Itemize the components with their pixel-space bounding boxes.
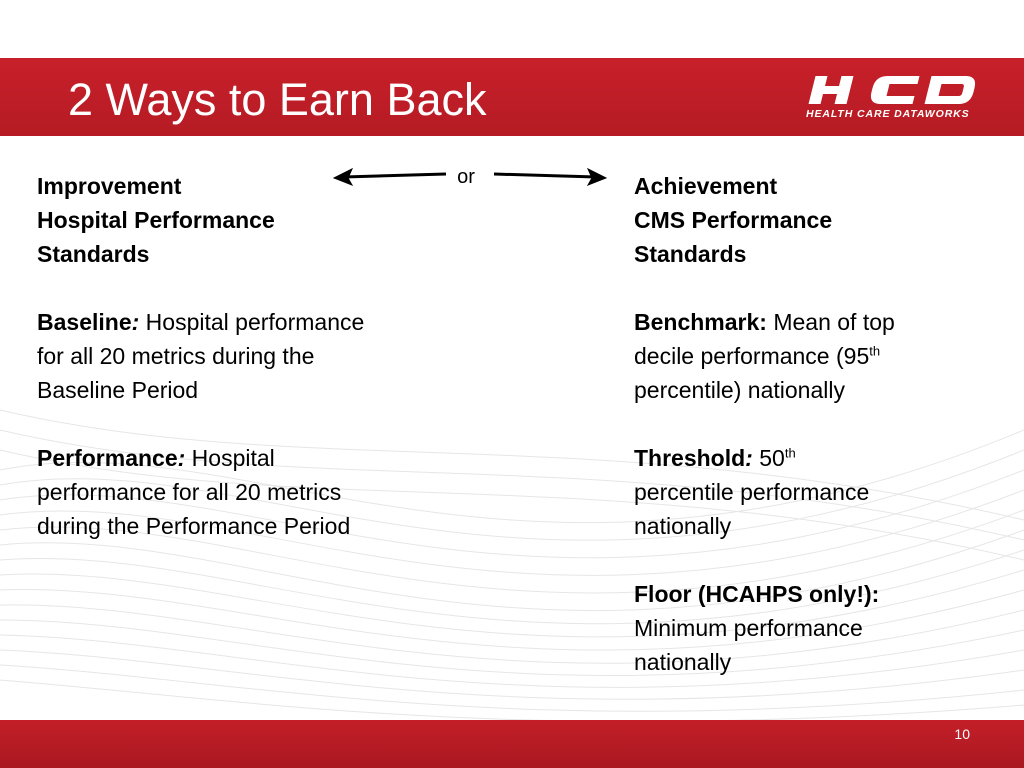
or-label: or xyxy=(457,166,475,188)
benchmark-definition xyxy=(634,305,974,407)
baseline-term: Baseline xyxy=(37,309,132,335)
threshold-definition xyxy=(634,441,974,543)
floor-text-line-2: nationally xyxy=(634,649,732,675)
footer-band xyxy=(0,720,1024,768)
achievement-heading-line-2: CMS Performance xyxy=(634,207,833,233)
achievement-heading-line-1: Achievement xyxy=(634,173,778,199)
improvement-heading-line-3: Standards xyxy=(37,241,150,267)
hcd-logo-mark xyxy=(802,74,998,106)
threshold-colon: : xyxy=(745,445,753,471)
improvement-heading-line-2: Hospital Performance xyxy=(37,207,275,233)
performance-text-line-1: Hospital xyxy=(185,445,275,471)
benchmark-text-line-3: percentile) nationally xyxy=(634,377,845,403)
floor-text-line-1: Minimum performance xyxy=(634,615,863,641)
floor-definition xyxy=(634,577,974,679)
hcd-logo-tagline: HEALTH CARE DATAWORKS xyxy=(806,108,970,120)
performance-colon: : xyxy=(177,445,186,471)
threshold-text-line-3: nationally xyxy=(634,513,732,539)
threshold-text-line-1: 50 xyxy=(752,445,785,471)
performance-text-line-3: during the Performance Period xyxy=(37,513,351,539)
achievement-column xyxy=(634,169,974,679)
slide-title: 2 Ways to Earn Back xyxy=(68,74,487,125)
page-number: 10 xyxy=(954,726,970,742)
baseline-definition xyxy=(37,305,457,407)
performance-definition xyxy=(37,441,457,543)
baseline-colon: : xyxy=(131,309,140,335)
improvement-column xyxy=(37,169,457,543)
achievement-heading-line-3: Standards xyxy=(634,241,747,267)
performance-text-line-2: performance for all 20 metrics xyxy=(37,479,342,505)
threshold-superscript: th xyxy=(784,445,796,461)
baseline-text-line-1: Hospital performance xyxy=(139,309,365,335)
benchmark-text-line-1: Mean of top xyxy=(766,309,895,335)
benchmark-term: Benchmark: xyxy=(634,309,767,335)
performance-term: Performance xyxy=(37,445,178,471)
threshold-term: Threshold xyxy=(634,445,746,471)
floor-term: Floor (HCAHPS only!): xyxy=(634,581,880,607)
baseline-text-line-2: for all 20 metrics during the xyxy=(37,343,315,369)
benchmark-text-line-2: decile performance (95 xyxy=(634,343,870,369)
hcd-logo xyxy=(802,74,998,126)
improvement-heading-line-1: Improvement xyxy=(37,173,182,199)
benchmark-superscript: th xyxy=(869,343,881,359)
threshold-text-line-2: percentile performance xyxy=(634,479,870,505)
baseline-text-line-3: Baseline Period xyxy=(37,377,199,403)
